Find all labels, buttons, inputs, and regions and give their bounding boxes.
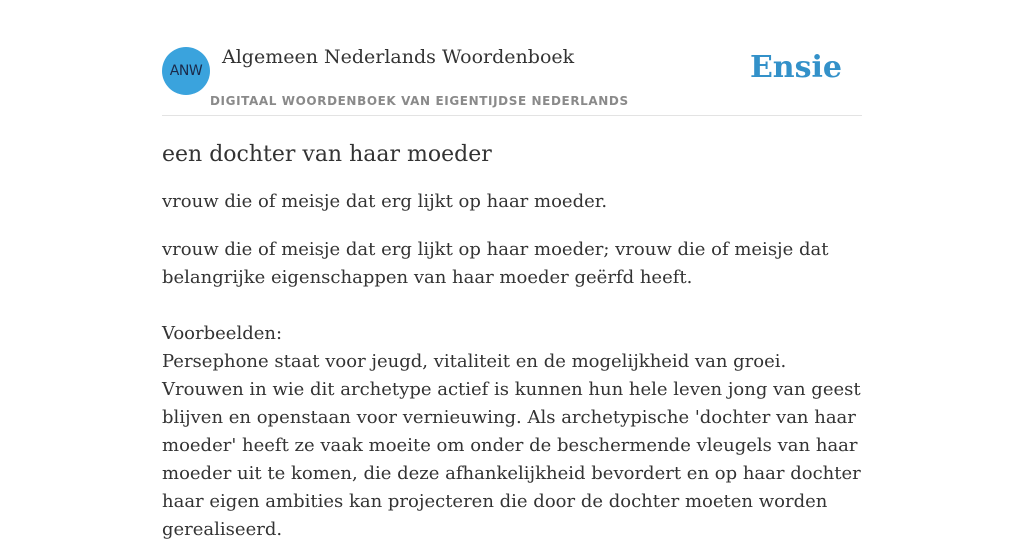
examples-label: Voorbeelden: xyxy=(162,323,283,344)
entry-content xyxy=(162,138,862,544)
long-definition: vrouw die of meisje dat erg lijkt op haar moeder; vrouw die of meisje dat belangrijke eigenschappen van haar moeder geërfd heeft. xyxy=(162,239,829,288)
site-subtitle: DIGITAAL WOORDENBOEK VAN EIGENTIJDSE NEDERLANDS xyxy=(210,94,629,108)
example-text: Persephone staat voor jeugd, vitaliteit en de mogelijkheid van groei. Vrouwen in wie dit archetype actief is kunnen hun hele leven jong van geest blijven en openstaan voor vernieuwing. Als archetypische 'dochter van haar moeder' heeft ze vaak moeite om onder de beschermende vleugels van haar moeder uit te komen, die deze afhankelijkheid bevordert en op haar dochter haar eigen ambities kan projecteren die door de dochter moeten worden gerealiseerd. xyxy=(162,351,861,540)
site-title[interactable]: Algemeen Nederlands Woordenboek xyxy=(222,46,575,68)
entry-term: een dochter van haar moeder xyxy=(162,142,492,167)
site-header xyxy=(162,0,862,116)
short-definition: vrouw die of meisje dat erg lijkt op haar moeder. xyxy=(162,191,608,212)
anw-logo[interactable]: ANW xyxy=(162,47,210,95)
examples-section xyxy=(162,320,862,544)
ensie-logo[interactable]: Ensie xyxy=(749,50,842,85)
